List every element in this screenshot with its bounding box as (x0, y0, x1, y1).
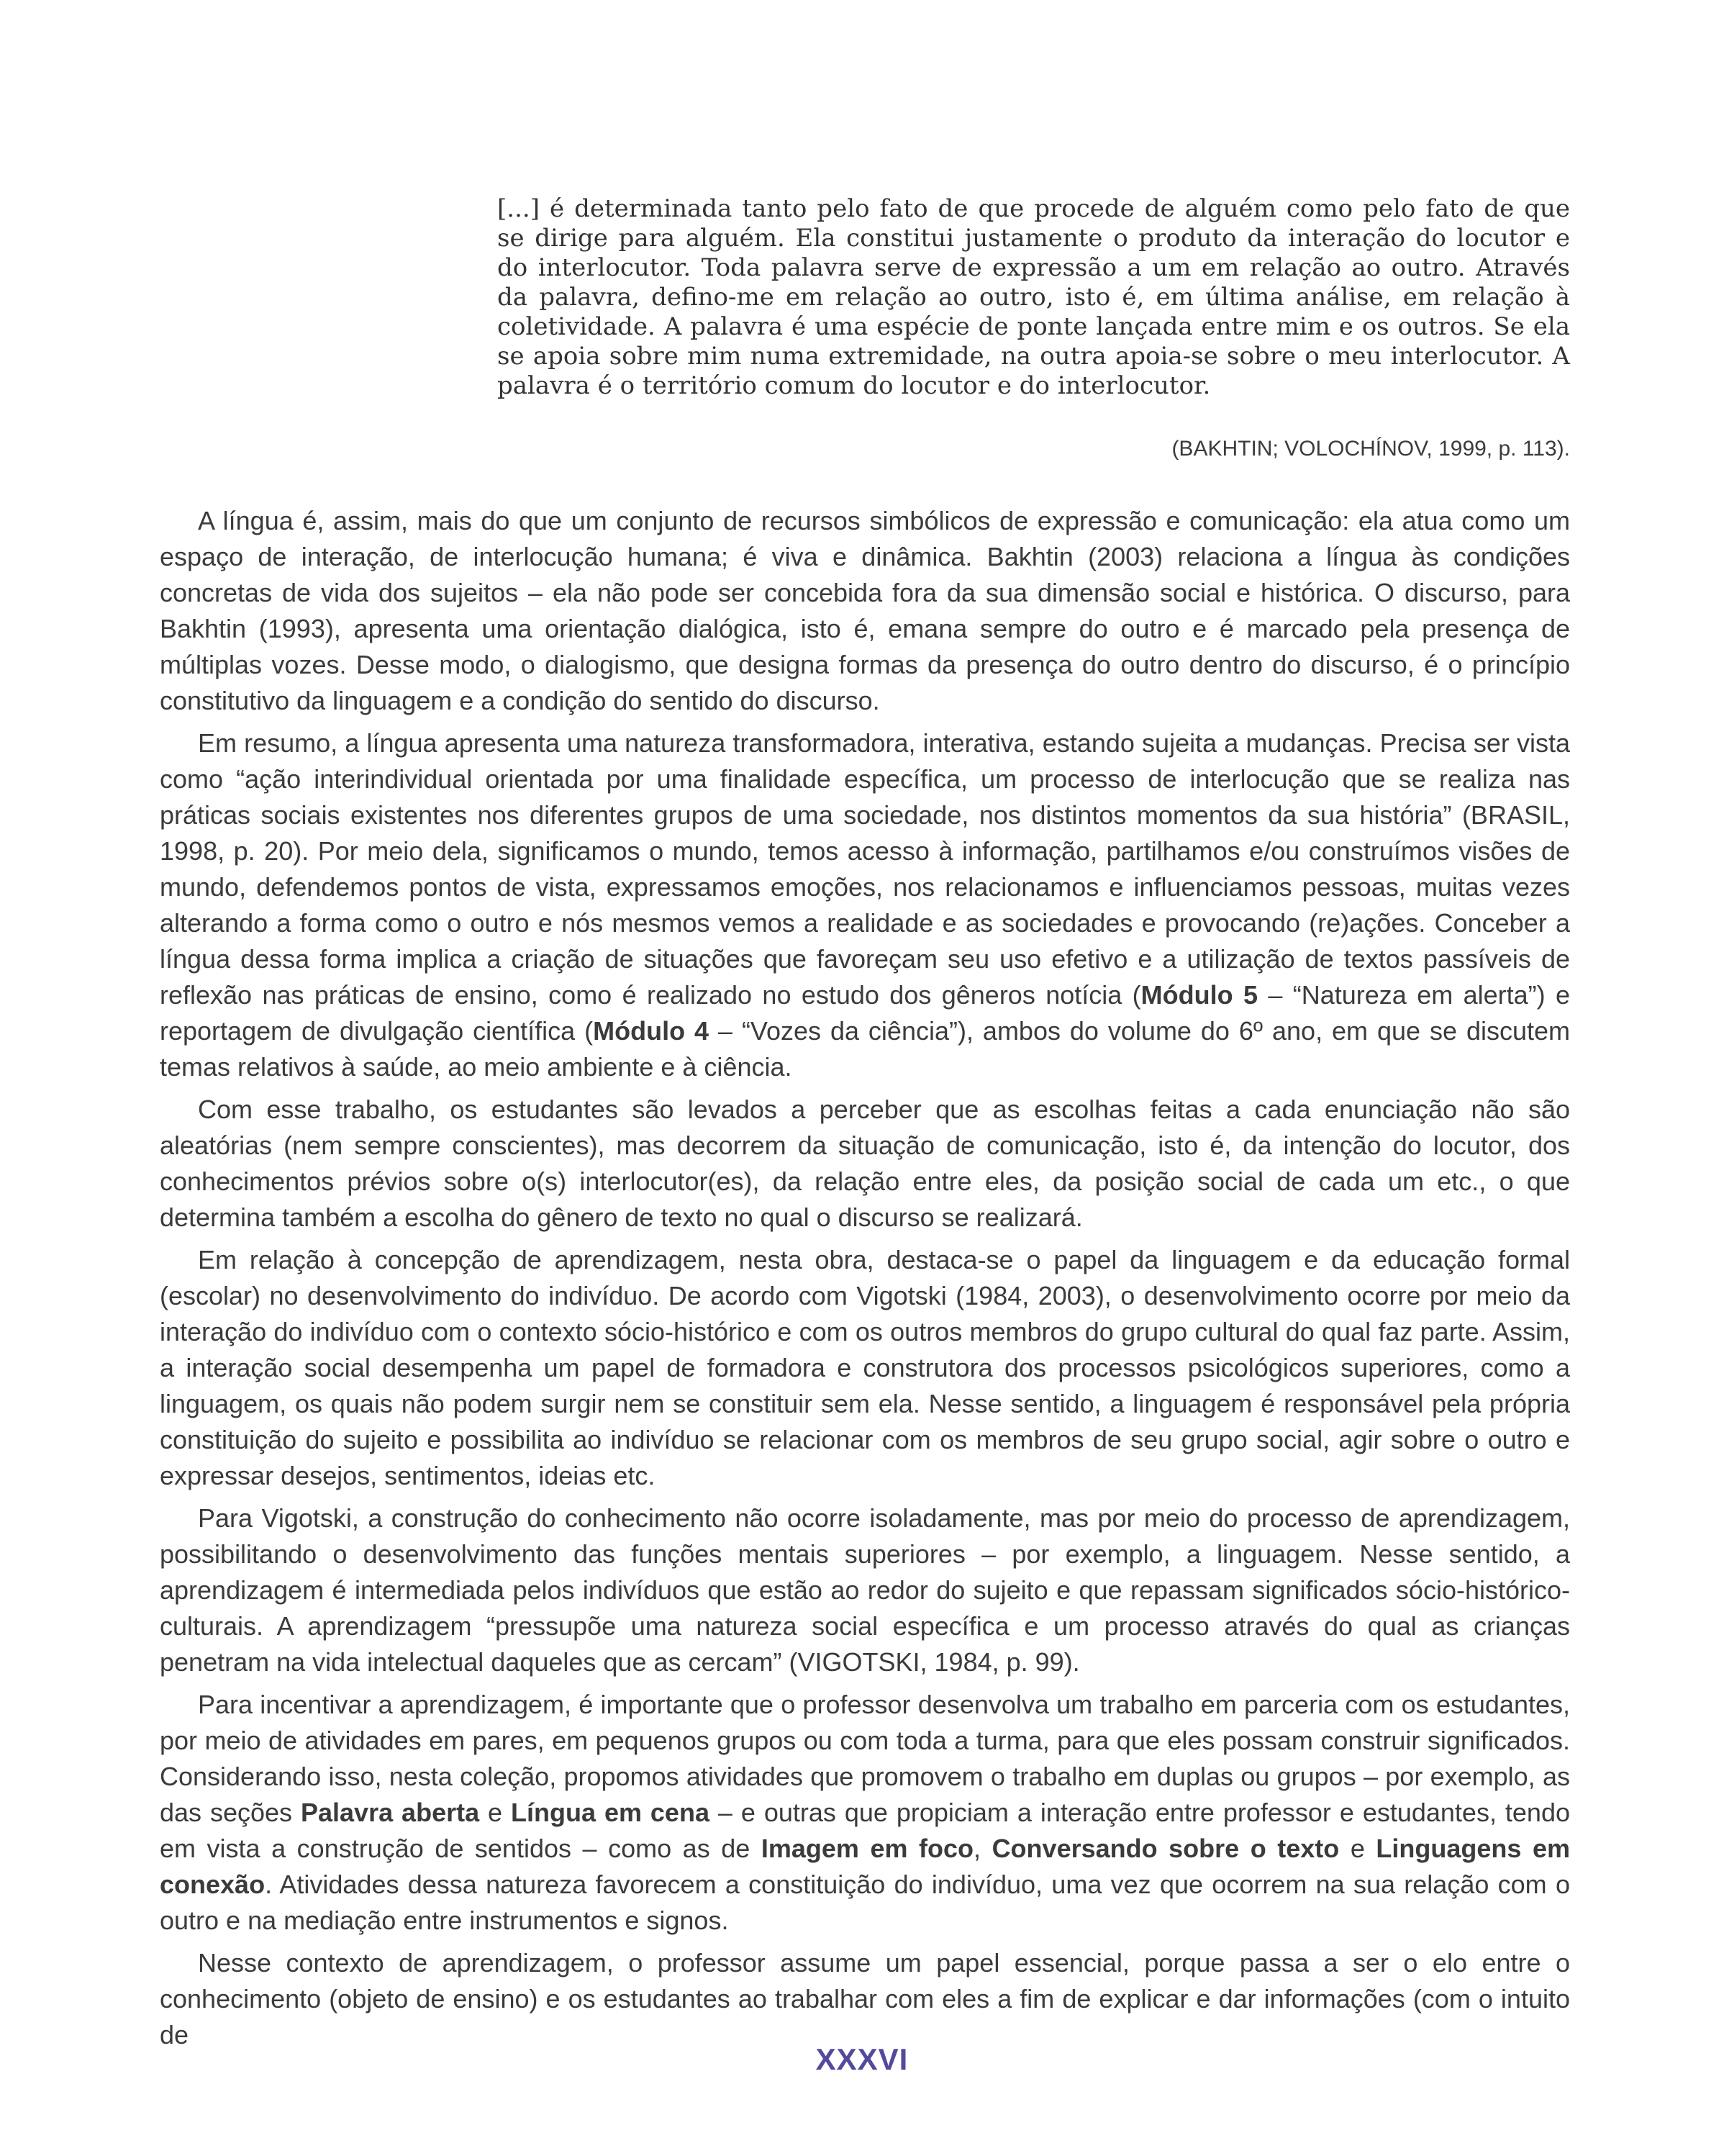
bold-text-run: Imagem em foco (761, 1834, 974, 1863)
text-run: e (479, 1798, 512, 1827)
text-run: A língua é, assim, mais do que um conjunto de recursos simbólicos de expressão e comunicação: ela atua como um espaço de interação, de interlocução humana; é viva e dinâmica. Bakhtin (2003) relaciona a língua às condições concretas de vida dos sujeitos – ela não pode ser concebida fora da sua dimensão social e histórica. O discurso, para Bakhtin (1993), apresenta uma orientação dialógica, isto é, emana sempre do outro e é marcado pela presença de múltiplas vozes. Desse modo, o dialogismo, que designa formas da presença do outro dentro do discurso, é o princípio constitutivo da linguagem e a condição do sentido do discurso. (160, 506, 1570, 715)
block-quote: [...] é determinada tanto pelo fato de que procede de alguém como pelo fato de que se dirige para alguém. Ela constitui justamente o produto da interação do locutor e do interlocutor. Toda palavra serve de expressão a um em relação ao outro. Através da palavra, defino-me em relação ao outro, isto é, em última análise, em relação à coletividade. A palavra é uma espécie de ponte lançada entre mim e os outros. Se ela se apoia sobre mim numa extremidade, na outra apoia-se sobre o meu interlocutor. A palavra é o território comum do locutor e do interlocutor. (497, 194, 1570, 400)
bold-text-run: Linguagens em conexão (160, 1834, 1570, 1899)
text-run: Para incentivar a aprendizagem, é importante que o professor desenvolva um trabalho em parceria com os estudantes, por meio de atividades em pares, em pequenos grupos ou com toda a turma, para que eles possam construir significados. Considerando isso, nesta coleção, propomos atividades que promovem o trabalho em duplas ou grupos – por exemplo, as das seções (160, 1690, 1570, 1827)
quote-citation: (BAKHTIN; VOLOCHÍNOV, 1999, p. 113). (1171, 437, 1570, 461)
text-run: – “Natureza em alerta”) e reportagem de divulgação científica ( (160, 980, 1571, 1046)
body-text (160, 503, 1570, 2053)
text-run: Para Vigotski, a construção do conhecimento não ocorre isoladamente, mas por meio do processo de aprendizagem, possibilitando o desenvolvimento das funções mentais superiores – por exemplo, a linguagem. Nesse sentido, a aprendizagem é intermediada pelos indivíduos que estão ao redor do sujeito e que repassam significados sócio-histórico-culturais. A aprendizagem “pressupõe uma natureza social específica e um processo através do qual as crianças penetram na vida intelectual daqueles que as cercam” (VIGOTSKI, 1984, p. 99). (160, 1503, 1570, 1677)
text-run: . Atividades dessa natureza favorecem a constituição do indivíduo, uma vez que ocorrem na sua relação com o outro e na mediação entre instrumentos e signos. (160, 1870, 1570, 1935)
bold-text-run: Língua em cena (511, 1798, 709, 1827)
text-run: Em relação à concepção de aprendizagem, nesta obra, destaca-se o papel da linguagem e da educação formal (escolar) no desenvolvimento do indivíduo. De acordo com Vigotski (1984, 2003), o desenvolvimento ocorre por meio da interação do indivíduo com o contexto sócio-histórico e com os outros membros do grupo cultural do qual faz parte. Assim, a interação social desempenha um papel de formadora e construtora dos processos psicológicos superiores, como a linguagem, os quais não podem surgir nem se constituir sem ela. Nesse sentido, a linguagem é responsável pela própria constituição do sujeito e possibilita ao indivíduo se relacionar com os membros de seu grupo social, agir sobre o outro e expressar desejos, sentimentos, ideias etc. (160, 1245, 1570, 1490)
text-run: Nesse contexto de aprendizagem, o professor assume um papel essencial, porque passa a ser o elo entre o conhecimento (objeto de ensino) e os estudantes ao trabalhar com eles a fim de explicar e dar informações (com o intuito de (160, 1948, 1570, 2049)
bold-text-run: Módulo 4 (593, 1016, 709, 1046)
paragraph (160, 503, 1570, 719)
bold-text-run: Palavra aberta (301, 1798, 480, 1827)
paragraph (160, 1242, 1570, 1494)
text-run: e (1339, 1834, 1376, 1863)
bold-text-run: Módulo 5 (1140, 980, 1258, 1010)
text-run: , (974, 1834, 992, 1863)
paragraph (160, 1687, 1570, 1939)
paragraph (160, 1945, 1570, 2053)
text-run: Em resumo, a língua apresenta uma natureza transformadora, interativa, estando sujeita a mudanças. Precisa ser vista como “ação interindividual orientada por uma finalidade específica, um processo de interlocução que se realiza nas práticas sociais existentes nos diferentes grupos de uma sociedade, nos distintos momentos da sua história” (BRASIL, 1998, p. 20). Por meio dela, significamos o mundo, temos acesso à informação, partilhamos e/ou construímos visões de mundo, defendemos pontos de vista, expressamos emoções, nos relacionamos e influenciamos pessoas, muitas vezes alterando a forma como o outro e nós mesmos vemos a realidade e as sociedades e provocando (re)ações. Conceber a língua dessa forma implica a criação de situações que favoreçam seu uso efetivo e a utilização de textos passíveis de reflexão nas práticas de ensino, como é realizado no estudo dos gêneros notícia ( (160, 728, 1570, 1010)
text-run: Com esse trabalho, os estudantes são levados a perceber que as escolhas feitas a cada enunciação não são aleatórias (nem sempre conscientes), mas decorrem da situação de comunicação, isto é, da intenção do locutor, dos conhecimentos prévios sobre o(s) interlocutor(es), da relação entre eles, da posição social de cada um etc., o que determina também a escolha do gênero de texto no qual o discurso se realizará. (160, 1095, 1570, 1232)
text-run: – “Vozes da ciência”), ambos do volume do 6º ano, em que se discutem temas relativos à saúde, ao meio ambiente e à ciência. (160, 1016, 1570, 1082)
text-run: – e outras que propiciam a interação entre professor e estudantes, tendo em vista a construção de sentidos – como as de (160, 1798, 1570, 1863)
bold-text-run: Conversando sobre o texto (992, 1834, 1340, 1863)
paragraph (160, 1500, 1570, 1680)
paragraph (160, 725, 1570, 1085)
page-number: XXXVI (815, 2042, 909, 2076)
paragraph (160, 1092, 1570, 1236)
